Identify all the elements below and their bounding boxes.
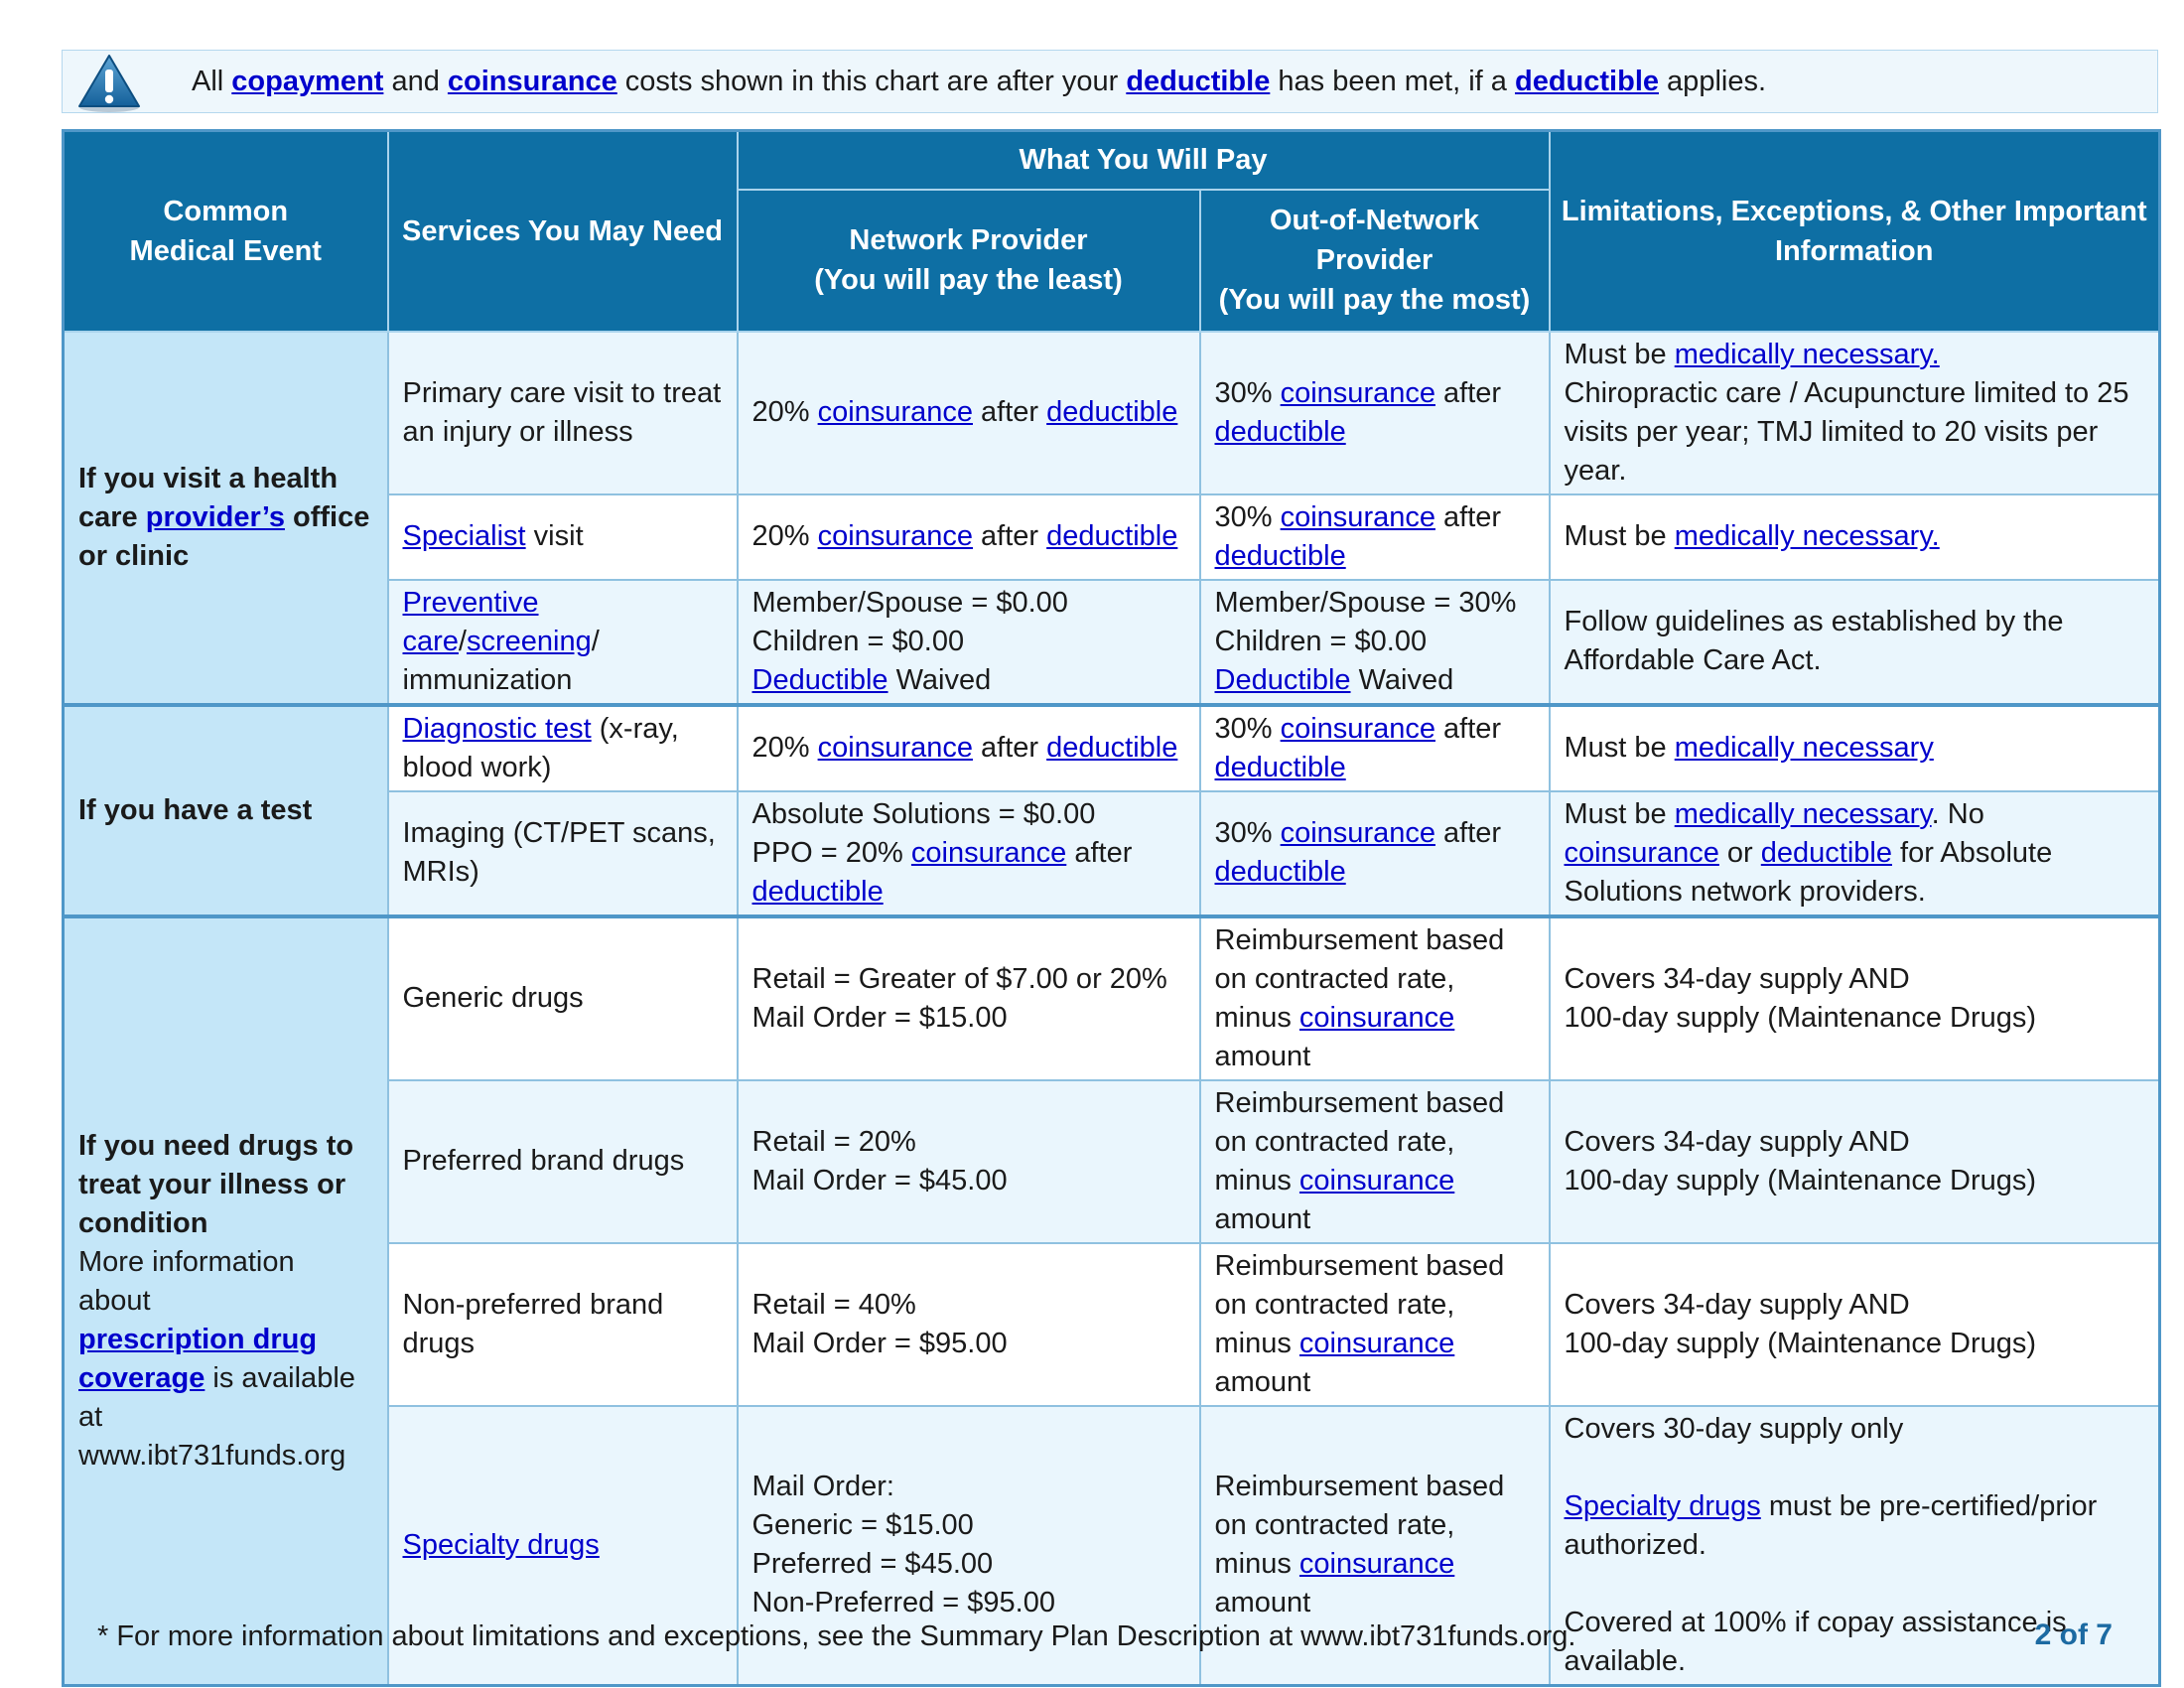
prescription-drug-coverage-link[interactable]: prescription drug coverage xyxy=(78,1323,318,1394)
provider-link[interactable]: provider’s xyxy=(145,500,285,533)
service-non-preferred-brand-drugs: Non-preferred brand drugs xyxy=(388,1243,738,1406)
coinsurance-link[interactable]: coinsurance xyxy=(1298,1001,1455,1034)
out-of-network-cost: 30% coinsurance after deductible xyxy=(1200,705,1550,791)
service-imaging: Imaging (CT/PET scans, MRIs) xyxy=(388,791,738,916)
medically-necessary-link[interactable]: medically necessary xyxy=(1674,797,1932,830)
coinsurance-link[interactable]: coinsurance xyxy=(1280,817,1435,849)
service-primary-care: Primary care visit to treat an injury or illness xyxy=(388,332,738,494)
header-out-of-network-provider: Out-of-Network Provider (You will pay the most) xyxy=(1200,190,1550,332)
event-visit-provider: If you visit a health care provider’s office or clinic xyxy=(64,332,388,705)
coverage-table xyxy=(62,129,2161,1687)
out-of-network-cost: Reimbursement based on contracted rate, minus coinsurance amount xyxy=(1200,916,1550,1080)
coinsurance-link[interactable]: coinsurance xyxy=(1280,500,1435,533)
deductible-link[interactable]: deductible xyxy=(1046,520,1178,552)
deductible-link[interactable]: deductible xyxy=(1760,836,1892,869)
network-cost: Mail Order: Generic = $15.00 Preferred = $45.00 Non-Preferred = $95.00 xyxy=(738,1406,1200,1686)
header-what-you-will-pay: What You Will Pay xyxy=(738,131,1550,190)
medically-necessary-link[interactable]: medically necessary xyxy=(1674,732,1934,764)
deductible-notice-banner xyxy=(62,50,2158,113)
notice-text: All copayment and coinsurance costs shown in this chart are after your deductible has been met, if a deductible applies. xyxy=(192,66,1767,97)
service-generic-drugs: Generic drugs xyxy=(388,916,738,1080)
limitations-text: Covers 34-day supply AND 100-day supply (Maintenance Drugs) xyxy=(1550,916,2160,1080)
network-cost: 20% coinsurance after deductible xyxy=(738,494,1200,580)
limitations-text: Must be medically necessary xyxy=(1550,705,2160,791)
network-cost: 20% coinsurance after deductible xyxy=(738,332,1200,494)
specialty-drugs-link[interactable]: Specialty drugs xyxy=(1564,1489,1761,1522)
network-cost: Absolute Solutions = $0.00 PPO = 20% coinsurance after deductible xyxy=(738,791,1200,916)
limitations-text: Must be medically necessary. xyxy=(1550,494,2160,580)
network-cost: Retail = 20% Mail Order = $45.00 xyxy=(738,1080,1200,1243)
coinsurance-link[interactable]: coinsurance xyxy=(817,520,973,552)
limitations-text: Covers 34-day supply AND 100-day supply (Maintenance Drugs) xyxy=(1550,1080,2160,1243)
deductible-link[interactable]: deductible xyxy=(1214,539,1346,572)
deductible-link[interactable]: deductible xyxy=(1514,66,1659,97)
out-of-network-cost: Reimbursement based on contracted rate, minus coinsurance amount xyxy=(1200,1080,1550,1243)
coinsurance-link[interactable]: coinsurance xyxy=(1298,1548,1455,1580)
deductible-link[interactable]: Deductible xyxy=(751,663,888,696)
screening-link[interactable]: screening xyxy=(466,625,592,657)
service-preferred-brand-drugs: Preferred brand drugs xyxy=(388,1080,738,1243)
coinsurance-link[interactable]: coinsurance xyxy=(817,732,973,764)
network-cost: Member/Spouse = $0.00 Children = $0.00 Deductible Waived xyxy=(738,580,1200,705)
limitations-text: Must be medically necessary. Chiropractic care / Acupuncture limited to 25 visits per year; TMJ limited to 20 visits per year. xyxy=(1550,332,2160,494)
coinsurance-link[interactable]: coinsurance xyxy=(447,66,617,97)
specialty-drugs-link[interactable]: Specialty drugs xyxy=(402,1528,600,1561)
service-preventive-care: Preventive care/screening/ immunization xyxy=(388,580,738,705)
coinsurance-link[interactable]: coinsurance xyxy=(1564,836,1719,869)
out-of-network-cost: Member/Spouse = 30% Children = $0.00 Deductible Waived xyxy=(1200,580,1550,705)
warning-icon xyxy=(75,53,143,114)
coinsurance-link[interactable]: coinsurance xyxy=(1298,1164,1455,1196)
header-services: Services You May Need xyxy=(388,131,738,332)
limitations-text: Covers 34-day supply AND 100-day supply (Maintenance Drugs) xyxy=(1550,1243,2160,1406)
event-have-a-test: If you have a test xyxy=(64,705,388,916)
diagnostic-test-link[interactable]: Diagnostic test xyxy=(402,712,592,745)
table-row xyxy=(64,332,2160,494)
header-network-provider: Network Provider (You will pay the least) xyxy=(738,190,1200,332)
footer-note: * For more information about limitations and exceptions, see the Summary Plan Description at www.ibt731funds.org. xyxy=(97,1620,1576,1652)
coinsurance-link[interactable]: coinsurance xyxy=(1280,376,1435,409)
page-number: 2 of 7 xyxy=(2034,1618,2113,1651)
deductible-link[interactable]: deductible xyxy=(1214,751,1346,783)
out-of-network-cost: 30% coinsurance after deductible xyxy=(1200,791,1550,916)
service-diagnostic-test: Diagnostic test (x-ray, blood work) xyxy=(388,705,738,791)
table-row xyxy=(64,916,2160,1080)
coinsurance-link[interactable]: coinsurance xyxy=(1280,712,1435,745)
deductible-link[interactable]: deductible xyxy=(1214,856,1346,888)
network-cost: 20% coinsurance after deductible xyxy=(738,705,1200,791)
out-of-network-cost: 30% coinsurance after deductible xyxy=(1200,332,1550,494)
out-of-network-cost: Reimbursement based on contracted rate, minus coinsurance amount xyxy=(1200,1243,1550,1406)
specialist-link[interactable]: Specialist xyxy=(402,520,526,552)
header-limitations: Limitations, Exceptions, & Other Important Information xyxy=(1550,131,2160,332)
coinsurance-link[interactable]: coinsurance xyxy=(1298,1327,1455,1359)
deductible-link[interactable]: deductible xyxy=(1126,66,1271,97)
event-need-drugs: If you need drugs to treat your illness or condition More information about prescription drug coverage is available at www.ibt731funds.org xyxy=(64,916,388,1686)
limitations-text: Follow guidelines as established by the Affordable Care Act. xyxy=(1550,580,2160,705)
medically-necessary-link[interactable]: medically necessary. xyxy=(1674,338,1940,370)
limitations-text: Covers 30-day supply only Specialty drugs must be pre-certified/prior authorized. Covered at 100% if copay assistance is available. xyxy=(1550,1406,2160,1686)
coinsurance-link[interactable]: coinsurance xyxy=(817,396,973,428)
network-cost: Retail = Greater of $7.00 or 20% Mail Order = $15.00 xyxy=(738,916,1200,1080)
out-of-network-cost: 30% coinsurance after deductible xyxy=(1200,494,1550,580)
table-row xyxy=(64,705,2160,791)
out-of-network-cost: Reimbursement based on contracted rate, minus coinsurance amount xyxy=(1200,1406,1550,1686)
coinsurance-link[interactable]: coinsurance xyxy=(910,836,1067,869)
deductible-link[interactable]: deductible xyxy=(1046,396,1178,428)
service-specialist: Specialist visit xyxy=(388,494,738,580)
deductible-link[interactable]: deductible xyxy=(1046,732,1178,764)
deductible-link[interactable]: Deductible xyxy=(1214,663,1351,696)
preventive-care-link[interactable]: Preventive care xyxy=(402,586,539,657)
deductible-link[interactable]: deductible xyxy=(751,875,884,908)
copayment-link[interactable]: copayment xyxy=(231,66,384,97)
network-cost: Retail = 40% Mail Order = $95.00 xyxy=(738,1243,1200,1406)
medically-necessary-link[interactable]: medically necessary. xyxy=(1674,520,1940,552)
header-common-medical-event: Common Medical Event xyxy=(64,131,388,332)
deductible-link[interactable]: deductible xyxy=(1214,415,1346,448)
limitations-text: Must be medically necessary. No coinsurance or deductible for Absolute Solutions network providers. xyxy=(1550,791,2160,916)
